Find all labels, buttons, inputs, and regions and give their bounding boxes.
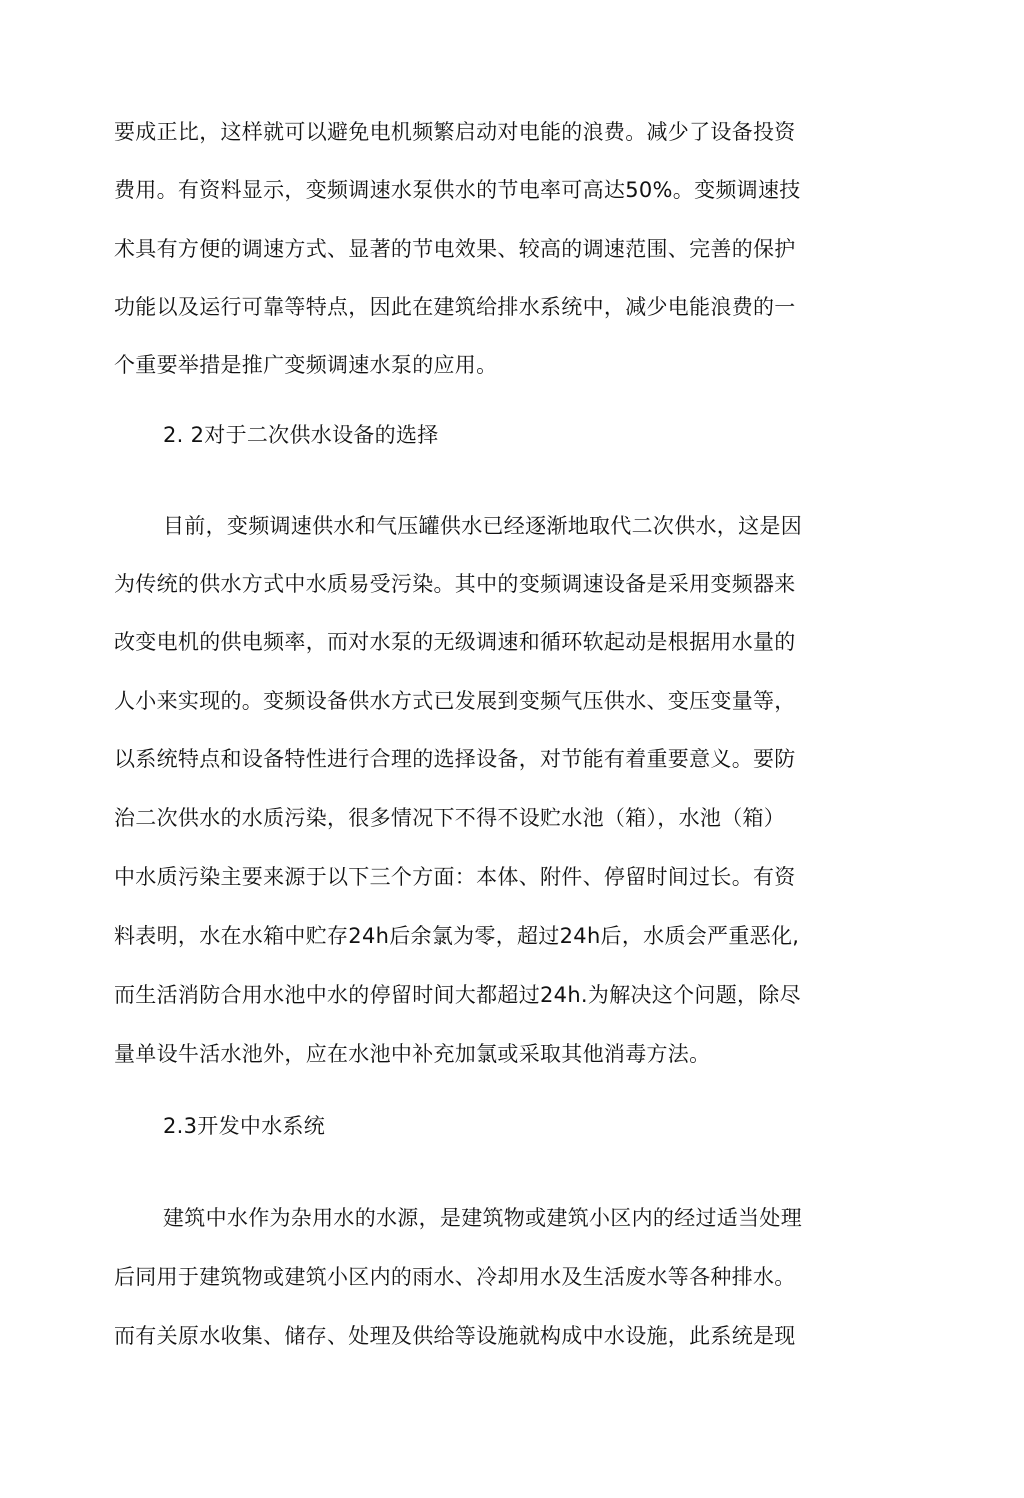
section-heading-2-3: 2.3开发中水系统 xyxy=(163,1114,326,1138)
body-text-line: 目前，变频调速供水和气压罐供水已经逐渐地取代二次供水，这是因 xyxy=(163,514,802,538)
body-text-line: 中水质污染主要来源于以下三个方面：本体、附件、停留时间过长。有资 xyxy=(114,865,796,889)
body-text-line: 而生活消防合用水池中水的停留时间大都超过24h.为解决这个问题，除尽 xyxy=(114,983,801,1007)
body-text-line: 治二次供水的水质污染，很多情况下不得不设贮水池（箱），水池（箱） xyxy=(114,806,786,830)
body-text-line: 为传统的供水方式中水质易受污染。其中的变频调速设备是采用变频器来 xyxy=(114,572,796,596)
body-text-line: 费用。有资料显示，变频调速水泵供水的节电率可高达50%。变频调速技 xyxy=(114,178,801,202)
body-text-line: 功能以及运行可靠等特点，因此在建筑给排水系统中，减少电能浪费的一 xyxy=(114,295,796,319)
body-text-line: 个重要举措是推广变频调速水泵的应用。 xyxy=(114,353,498,377)
body-text-line: 改变电机的供电频率，而对水泵的无级调速和循环软起动是根据用水量的 xyxy=(114,630,796,654)
body-text-line: 要成正比，这样就可以避免电机频繁启动对电能的浪费。减少了设备投资 xyxy=(114,120,796,144)
body-text-line: 后同用于建筑物或建筑小区内的雨水、冷却用水及生活废水等各种排水。 xyxy=(114,1265,796,1289)
body-text-line: 建筑中水作为杂用水的水源，是建筑物或建筑小区内的经过适当处理 xyxy=(163,1206,802,1230)
body-text-line: 量单设牛活水池外，应在水池中补充加氯或采取其他消毒方法。 xyxy=(114,1042,711,1066)
body-text-line: 术具有方便的调速方式、显著的节电效果、较高的调速范围、完善的保护 xyxy=(114,237,796,261)
body-text-line: 而有关原水收集、储存、处理及供给等设施就构成中水设施，此系统是现 xyxy=(114,1324,796,1348)
body-text-line: 料表明，水在水箱中贮存24h后余氯为零，超过24h后，水质会严重恶化, xyxy=(114,924,800,948)
body-text-line: 以系统特点和设备特性进行合理的选择设备，对节能有着重要意义。要防 xyxy=(114,747,796,771)
body-text-line: 人小来实现的。变频设备供水方式已发展到变频气压供水、变压变量等， xyxy=(114,689,796,713)
section-heading-2-2: 2. 2对于二次供水设备的选择 xyxy=(163,423,439,447)
